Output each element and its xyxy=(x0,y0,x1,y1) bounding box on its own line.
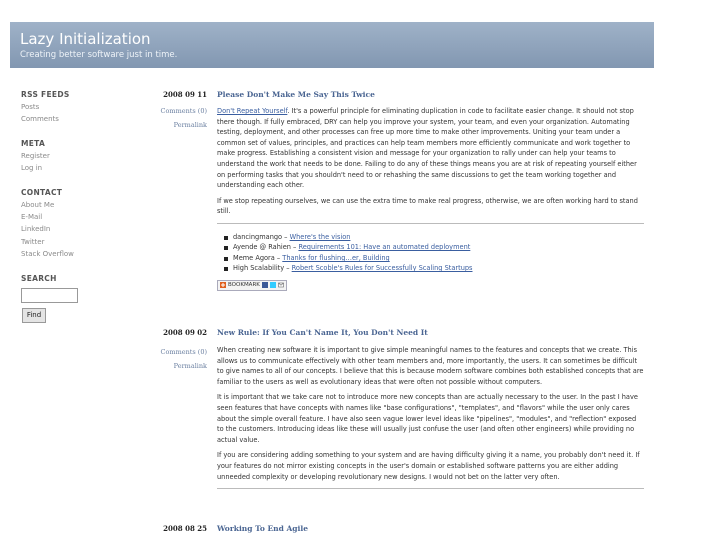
list-item xyxy=(233,242,644,253)
post-body xyxy=(217,106,644,292)
post-title[interactable]: New Rule: If You Can't Name It, You Don't Need It xyxy=(217,328,428,337)
sidebar-search xyxy=(21,272,141,323)
related-link[interactable]: Requirements 101: Have an automated deployment xyxy=(298,243,471,252)
link-source: dancingmango – xyxy=(233,232,290,241)
link-source: Ayende @ Rahien – xyxy=(233,243,299,252)
site-title[interactable]: Lazy Initialization xyxy=(20,30,151,48)
post-comments-link[interactable]: Comments (0) xyxy=(160,348,207,356)
sidebar-item-stack-overflow[interactable]: Stack Overflow xyxy=(21,250,74,259)
post-paragraph: If you are considering adding something to your system and are having difficulty giving it a name, you probably don't need it. If your features do not mirror existing concepts in the user's domain or established software patterns you are either adding unneeded complexity or developing revolutionary new designs. I would not bet on the latter very often. xyxy=(217,451,640,481)
sidebar-heading-meta: META xyxy=(21,138,46,148)
sidebar-item-register[interactable]: Register xyxy=(21,151,50,160)
sidebar-rss xyxy=(21,88,141,126)
post-date: 2008 08 25 xyxy=(163,524,207,533)
post-paragraph xyxy=(217,106,644,191)
dry-link[interactable]: Don't Repeat Yourself xyxy=(217,107,288,115)
post-body xyxy=(217,345,644,497)
post-paragraph: When creating new software it is important to give simple meaningful names to the features and concepts that we create. This allows us to communicate effectively with other team members and, more importantly, the users. It can sometimes be difficult to give names to all of our concepts. I believe that this is because modern software combines both established concepts that are familiar to the users as well as evolutionary ideas that were often not possible without computers. xyxy=(217,346,644,386)
post-comments-link[interactable]: Comments (0) xyxy=(160,107,207,115)
sidebar-item-twitter[interactable]: Twitter xyxy=(21,237,45,246)
sidebar-item-comments[interactable]: Comments xyxy=(21,115,59,124)
related-link[interactable]: Robert Scoble's Rules for Successfully Scaling Startups xyxy=(291,264,473,273)
sidebar-item-login[interactable]: Log in xyxy=(21,164,43,173)
divider xyxy=(217,488,644,489)
find-button[interactable]: Find xyxy=(22,308,46,323)
twitter-icon xyxy=(270,282,276,288)
post-permalink[interactable]: Permalink xyxy=(173,121,207,129)
share-plus-icon xyxy=(220,282,226,288)
bookmark-button[interactable] xyxy=(217,280,287,291)
post-date: 2008 09 02 xyxy=(163,328,207,337)
sidebar-item-about-me[interactable]: About Me xyxy=(21,200,55,209)
sidebar-heading-search: SEARCH xyxy=(21,273,57,283)
sidebar-contact xyxy=(21,186,141,261)
sidebar-item-linkedin[interactable]: LinkedIn xyxy=(21,225,51,234)
facebook-icon xyxy=(262,282,268,288)
bookmark-label: BOOKMARK xyxy=(228,282,260,289)
post-date: 2008 09 11 xyxy=(163,90,207,99)
list-item xyxy=(233,253,644,264)
list-item xyxy=(233,263,644,274)
related-link[interactable]: Thanks for flushing…er, Building xyxy=(282,253,390,262)
sidebar-heading-rss: RSS FEEDS xyxy=(21,90,70,99)
list-item xyxy=(233,232,644,243)
related-link[interactable]: Where's the vision xyxy=(289,232,351,241)
site-header xyxy=(10,22,654,68)
divider xyxy=(217,223,644,224)
post-title[interactable]: Please Don't Make Me Say This Twice xyxy=(217,90,375,99)
sidebar-meta xyxy=(21,137,141,175)
post-paragraph-text: . It's a powerful principle for eliminating duplication in code to facilitate easier change. It should not stop there though. If fully embraced, DRY can help you improve your system, your team, and even your organization. Automating testing, deployment, and other processes can free up more time to make other improvements. Uniting your team under a common set of values, principles, and practices can help team members more efficiently communicate and work together to make progress. Establishing a consistent vision and message for your organization to rally under can help your teams to understand the work that needs to be done. Failing to do any of these things means you are at risk of repeating yourself either on performing tasks that you shouldn't need to or rehashing the same discussions to get the team working together and understanding each other. xyxy=(217,107,637,190)
post-meta xyxy=(147,345,207,373)
sidebar xyxy=(21,88,141,334)
post-title[interactable]: Working To End Agile xyxy=(217,524,309,533)
search-input[interactable] xyxy=(21,288,78,303)
post-meta xyxy=(147,104,207,132)
sidebar-heading-contact: CONTACT xyxy=(21,187,63,197)
link-source: Meme Agora – xyxy=(233,253,283,262)
post-paragraph: It is important that we take care not to introduce more new concepts than are actually necessary to the user. In the past I have seen features that have concepts with names like "base configurations", "templates", and "flavors" while the user only cares about the simple overall feature. I have also seen vague lower level ideas like "pipelines", "modules", and "reflection" exposed to the customers. Introducing ideas like these will usually just confuse the user (and often other engineers) while providing no actual value. xyxy=(217,393,638,444)
post-paragraph: If we stop repeating ourselves, we can use the extra time to make real progress, otherwise, we are often working hard to stand still. xyxy=(217,196,638,216)
sidebar-item-email[interactable]: E-Mail xyxy=(21,213,43,222)
link-source: High Scalability – xyxy=(233,264,292,273)
post-permalink[interactable]: Permalink xyxy=(173,362,207,370)
sidebar-item-posts[interactable]: Posts xyxy=(21,103,40,111)
email-icon xyxy=(278,282,284,288)
site-tagline: Creating better software just in time. xyxy=(20,50,178,60)
related-links-list xyxy=(217,232,644,274)
